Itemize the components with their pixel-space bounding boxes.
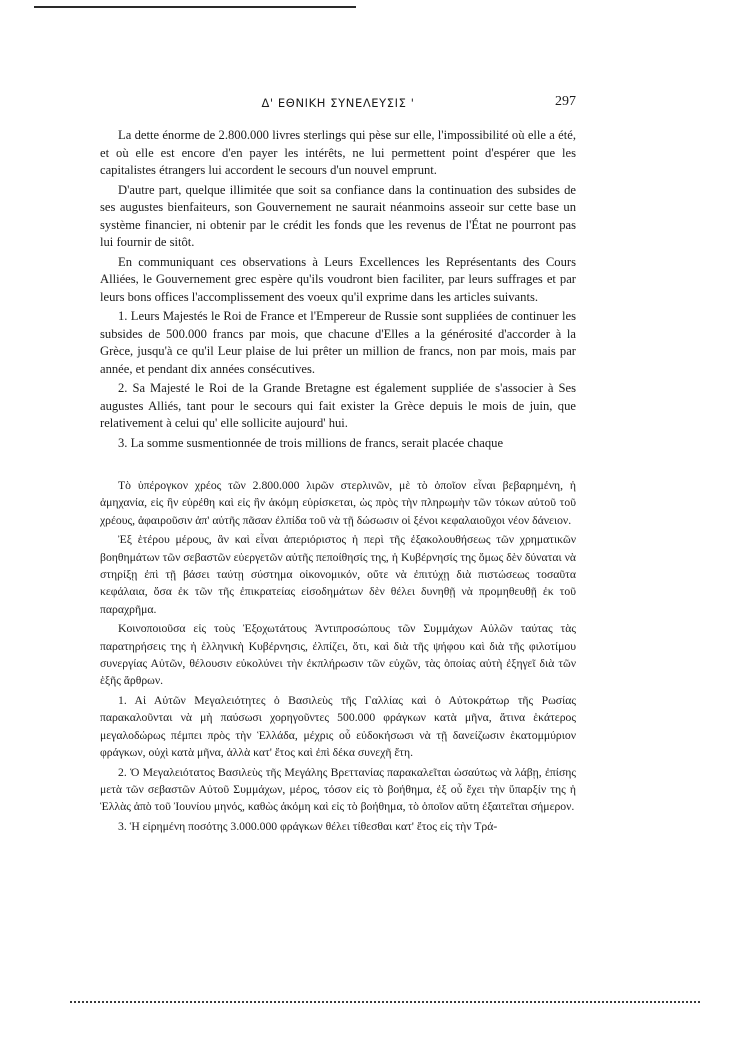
greek-paragraph: 3. Ἡ εἰρημένη ποσότης 3.000.000 φράγκων θέλει τίθεσθαι κατ' ἔτος εἰς τὴν Τρά- bbox=[118, 819, 498, 833]
greek-text-block bbox=[100, 477, 576, 837]
french-paragraph: La dette énorme de 2.800.000 livres sterlings qui pèse sur elle, l'impossibilité où elle a été, et où elle est encore d'en payer les intérêts, ne lui permettent point d'espérer que les capitalistes étrangers lui accordent le secours d'un nouvel emprunt. bbox=[100, 128, 576, 177]
scan-edge-line bbox=[34, 6, 356, 8]
page-header bbox=[100, 94, 576, 114]
french-paragraph: 1. Leurs Majestés le Roi de France et l'Empereur de Russie sont suppliées de continuer les subsides de 500.000 francs par mois, que chacune d'Elles a la générosité d'accorder à la Grèce, jusqu'à ce qu'il Leur plaise de lui prêter un million de francs, non par mois, mais par année, et pendant dix années consécutives. bbox=[100, 309, 576, 376]
running-title: Δ' ΕΘΝΙΚΗ ΣΥΝΕΛΕΥΣΙΣ ' bbox=[261, 96, 415, 110]
greek-paragraph: Ἐξ ἑτέρου μέρους, ἂν καὶ εἶναι ἀπεριόριστος ἡ περὶ τῆς ἐξακολουθήσεως τῶν χρηματικῶν βοηθημάτων τῶν σεβαστῶν εὐεργετῶν αὐτῆς πεποίθησίς της, ἡ Κυβέρνησίς της ὅμως δὲν δύναται νὰ στηρίξῃ ἐπὶ τῇ βάσει ταύτῃ σύστημα οἰκονομικόν, οὔτε νὰ ἐπιτύχῃ διὰ πιστώσεως τοσαῦτα κεφάλαια, ὅσα ἐκ τῶν τῆς ἐπικρατείας εἰσοδημάτων δὲν θέλει δυνηθῇ νὰ προμηθευθῇ ἐκ τοῦ παραχρῆμα. bbox=[100, 533, 576, 616]
french-paragraph: 2. Sa Majesté le Roi de la Grande Bretagne est également suppliée de s'associer à Ses augustes Alliés, tant pour le secours qui fait exister la Grèce depuis le mois de juin, que relativement à celui qu' elle sollicite aujourd' hui. bbox=[100, 381, 576, 430]
greek-paragraph: 1. Αἱ Αὐτῶν Μεγαλειότητες ὁ Βασιλεὺς τῆς Γαλλίας καὶ ὁ Αὐτοκράτωρ τῆς Ρωσίας παρακαλοῦνται νὰ μὴ παύσωσι χορηγοῦντες 500.000 φράγκων κατὰ μῆνα, ἅτινα ἑκάτερος μεγαλοδώρως πέμπει πρὸς τὴν Ἑλλάδα, μέχρις οὗ εὐδοκήσωσι νὰ τῇ δανείζωσιν ἑκατομμύριον φράγκων, οὐχὶ κατὰ μῆνα, ἀλλὰ κατ' ἔτος καὶ ἐπὶ δέκα συνεχῆ ἔτη. bbox=[100, 693, 576, 760]
greek-paragraph: Κοινοποιοῦσα εἰς τοὺς Ἐξοχωτάτους Ἀντιπροσώπους τῶν Συμμάχων Αὐλῶν ταύτας τὰς παρατηρήσεις της ἡ ἑλληνικὴ Κυβέρνησις, ἐλπίζει, ὅτι, καὶ διὰ τῆς ψήφου καὶ διὰ τῆς φιλοτίμου συνεργίας Αὐτῶν, θέλουσιν εὐκολύνει τὴν ἐκπλήρωσιν τῶν εὐχῶν, τὰς ὁποίας αὐτὴ ἐξηγεῖ διὰ τῶν ἑξῆς ἄρθρων. bbox=[100, 622, 576, 688]
french-paragraph: 3. La somme susmentionnée de trois millions de francs, serait placée chaque bbox=[118, 435, 504, 450]
french-paragraph: D'autre part, quelque illimitée que soit sa confiance dans la continuation des subsides de ses augustes bienfaiteurs, son Gouvernement ne saurait néanmoins asseoir sur cette base un système financier, ni obtenir par le crédit les fonds que les revenus de l'État ne pourront pas lui fournir de sitôt. bbox=[100, 182, 576, 249]
french-text-block bbox=[100, 127, 576, 454]
page-number: 297 bbox=[555, 94, 576, 109]
french-paragraph: En communiquant ces observations à Leurs Excellences les Représentants des Cours Alliées, le Gouvernement grec espère qu'ils voudront bien faciliter, par leurs suffrages et par leurs bons offices l'accomplissement des voeux qu'il exprime dans les articles suivants. bbox=[100, 254, 576, 304]
scan-edge-dotted-line bbox=[70, 1001, 700, 1003]
greek-paragraph: 2. Ὁ Μεγαλειότατος Βασιλεὺς τῆς Μεγάλης Βρεττανίας παρακαλεῖται ὡσαύτως νὰ λάβῃ, ἐπίσης μετὰ τῶν σεβαστῶν Αὐτοῦ Συμμάχων, μέρος, τόσον εἰς τὸ βοήθημα, ἐξ οὗ ἔχει τὴν ὕπαρξίν της ἡ Ἑλλὰς ἀπὸ τοῦ Ἰουνίου μηνός, καθὼς ἀκόμη καὶ εἰς τὸ βοήθημα, τὸ ὁποῖον αὕτη ἐξαιτεῖται σήμερον. bbox=[100, 765, 576, 814]
greek-paragraph: Τὸ ὑπέρογκον χρέος τῶν 2.800.000 λιρῶν στερλινῶν, μὲ τὸ ὁποῖον εἶναι βεβαρημένη, ἡ ἀμηχανία, εἰς ἣν εὑρέθη καὶ εἰς ἣν ἀκόμη εὑρίσκεται, ὡς πρὸς τὴν πληρωμὴν τῶν τόκων αὐτοῦ τοῦ χρέους, ἀφαιροῦσιν ἀπ' αὐτῆς πᾶσαν ἐλπίδα τοῦ νὰ τῇ δώσωσιν οἱ ξένοι κεφαλαιοῦχοι νέον δάνειον. bbox=[100, 479, 576, 527]
